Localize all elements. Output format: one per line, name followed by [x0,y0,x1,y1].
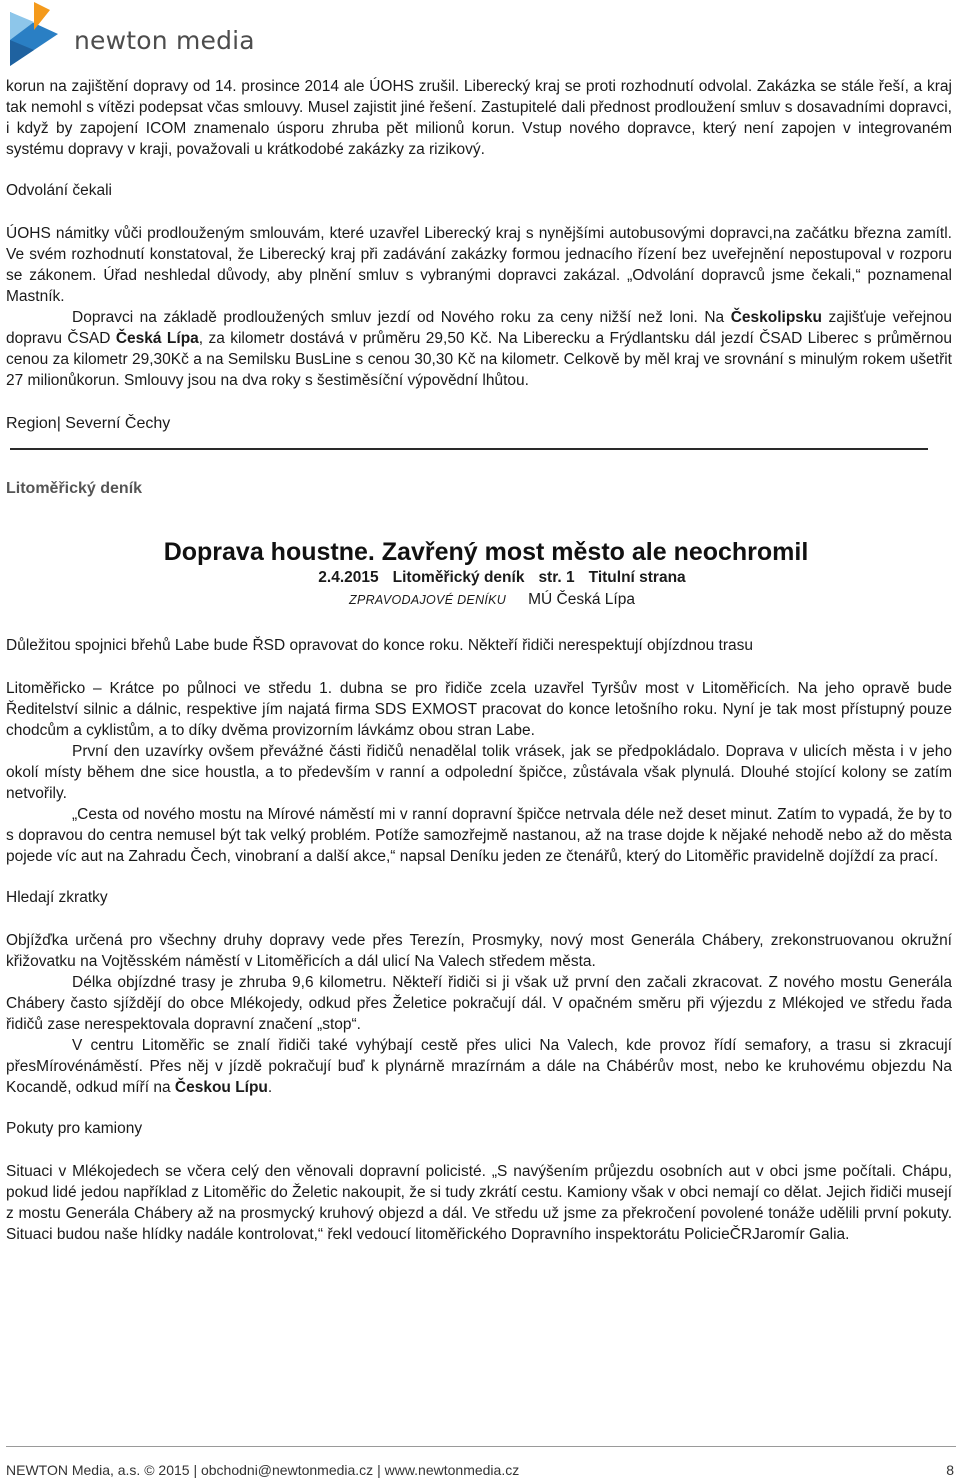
article2-paragraph-1: Litoměřicko – Krátce po půlnoci ve středu 1. dubna se pro řidiče zcela uzavřel Tyršův most v Litoměřicích. Na jeho opravě bude Ředitelství silnic a dálnic, respektive jím najatá firma SDS EXMOST pracovat do konce letošního roku. Nyní je tak most přístupný pouze chodcům a cyklistům, a to díky dvěma provizorním lávkámz obou stran Labe. [6,680,952,739]
text-run: . [267,1079,273,1096]
article-author: MÚ Česká Lípa [528,591,635,608]
section-heading-hledaji-zkratky: Hledají zkratky [6,889,108,906]
page-footer [6,1462,954,1478]
document-body [6,76,952,1245]
article-publication: Litoměřický deník [392,569,525,586]
region-label: Region| Severní Čechy [6,415,171,432]
footer-divider [6,1446,956,1447]
article-separator [10,448,928,450]
footer-text: NEWTON Media, a.s. © 2015 | obchodni@newtonmedia.cz | www.newtonmedia.cz [6,1462,520,1478]
newton-media-logo [0,0,260,70]
article-section: Titulní strana [588,569,686,586]
article-desk: ZPRAVODAJOVÉ DENÍKU [349,593,507,607]
text-run: V centru Litoměřic se znalí řidiči také vyhýbají cestě přes ulici Na Valech, kde provoz řídí semafory, a trasu si zkracují přesMírovénáměstí. Přes něj v jízdě pokračují buď k plynárně mrazírnám a dále na Chábérův most, nebo ke kruhovému objezdu Na Kocandě, odkud míří na [6,1037,952,1096]
text-run: , za kilometr dostává v průměru 29,50 Kč. Na Liberecku a Frýdlantsku dál jezdí ČSAD Liberec s průměrnou cenou za kilometr 29,30Kč a na Semilsku BusLine s cenou 30,30 Kč na kilometr. Celkově by měl kraj ve srovnání s minulým rokem ušetřit 27 milionůkorun. Smlouvy jsou na dva roky s šestiměsíční výpovědní lhůtou. [6,330,952,389]
section-heading-pokuty: Pokuty pro kamiony [6,1120,143,1137]
article2-paragraph-3: „Cesta od nového mostu na Mírové náměstí mi v ranní dopravní špičce netrvala déle než deset minut. Zatím to vypadá, že by to s dopravou do centra nemusel být tak velký problém. Potíže samozřejmě nastanou, až na trase dojde k nějaké nehodě nebo až do města pojede víc aut na Zahradu Čech, vinobraní a další akce,“ napsal Deníku jeden ze čtenářů, který do Litoměřic pravidelně dojíždí za prací. [6,806,952,865]
article1-paragraph-1: korun na zajištění dopravy od 14. prosince 2014 ale ÚOHS zrušil. Liberecký kraj se proti rozhodnutí odvolal. Zakázka se stále řeší, a kraj tak nemohl s vítězi podepsat včas smlouvy. Musel zajistit jiné řešení. Zastupitelé dali přednost prodloužení smluv s dosavadními dopravci, i když by zapojení ICOM znamenalo úsporu zhruba pět milionů korun. Vstup nového dopravce, který není zapojen v integrovaném systému dopravy v kraji, považovali u krátkodobé zakázky za rizikový. [6,78,952,158]
bold-run: Českolipsku [730,309,822,326]
article-title: Doprava houstne. Zavřený most město ale neochromil [163,538,809,566]
article2-paragraph-2: První den uzavírky ovšem převážné části řidičů nenadělal tolik vrásek, jak se předpokládalo. Doprava v ulicích města i v jeho okolí místy během dne sice houstla, a to především v ranní a odpolední špičce, zůstávala však plynulá. Dlouhé stojící kolony se zatím netvořily. [6,743,952,802]
bold-run: Česká Lípa [115,330,199,347]
article2-paragraph-4: Objížďka určená pro všechny druhy dopravy vede přes Terezín, Prosmyky, nový most Generála Chábery, zrekonstruovanou okružní křižovatku na Vojtěsském náměstí v Litoměřicích a dál ulicí Na Valech středem města. [6,932,952,970]
article2-paragraph-5: Délka objízdné trasy je zhruba 9,6 kilometru. Někteří řidiči si ji však už první den začali zkracovat. Z nového mostu Generála Chábery často sjíždějí do obce Mlékojedy, odkud přes Želetice pokračují dál. V opačném směru při výjezdu z Mlékojed ve středu řada řidičů zase nerespektovala dopravní značení „stop“. [6,974,952,1033]
article1-paragraph-2: ÚOHS námitky vůči prodlouženým smlouvám, které uzavřel Liberecký kraj s nynějšími autobusovými dopravci,na začátku března zamítl. Ve svém rozhodnutí konstatoval, že Liberecký kraj při zadávání zakázky formou jednacího řízení bez uveřejnění nepostupoval v rozporu se zákonem. Úřad neshledal důvody, aby plnění smluv s vybranými dopravci zakázal. „Odvolání dopravců jsme čekali,“ poznamenal Mastník. [6,225,952,305]
article1-paragraph-3 [6,307,952,391]
bold-run: Českou Lípu [174,1079,268,1096]
brand-name: newton media [74,26,255,55]
article-source: Litoměřický deník [6,480,143,497]
text-run: Dopravci na základě prodloužených smluv jezdí od Nového roku za ceny nižší než loni. Na [72,309,731,326]
section-heading-odvolani: Odvolání čekali [6,182,112,199]
text-run: zajišťuje veřejnou dopravu ČSAD [6,309,952,347]
article-meta [6,567,952,589]
article2-paragraph-7: Situaci v Mlékojedech se včera celý den věnovali dopravní policisté. „S navýšením průjezdu osobních aut v obci jsme počítali. Chápu, pokud lidé jedou například z Litoměřic do Želetic nakoupit, že si tudy zkrátí cestu. Kamiony však v obci nemají co dělat. Jejich řidiči musejí z mostu Generála Chábery až na prosmycký kruhový objezd a dál. Ve středu už jsme za překročení povolené tonáže udělili první pokuty. Situaci budou naše hlídky nadále kontrolovat,“ řekl vedoucí litoměřického Dopravního inspektorátu PolicieČRJaromír Galia. [6,1163,952,1243]
article-byline [6,589,952,611]
article-page: str. 1 [538,569,575,586]
article-date: 2.4.2015 [318,569,379,586]
article-lead: Důležitou spojnici břehů Labe bude ŘSD opravovat do konce roku. Někteří řidiči nerespektují objízdnou trasu [6,637,754,654]
article2-paragraph-6 [6,1035,952,1098]
newton-media-logo-icon [0,0,72,70]
page-number: 8 [946,1462,954,1478]
